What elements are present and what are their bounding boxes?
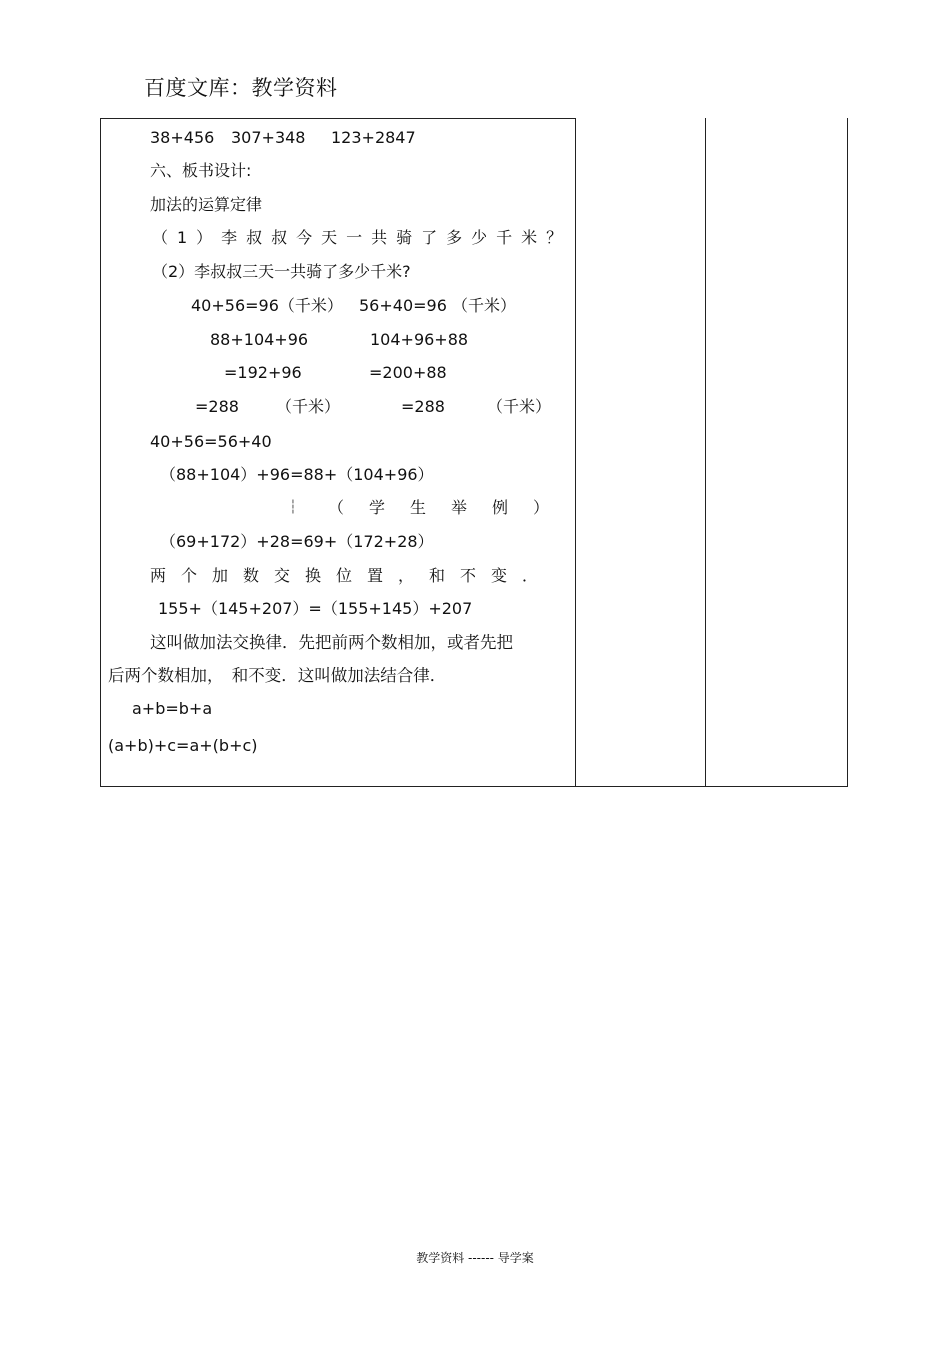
calc-line-3a: =192+96 [224,363,302,382]
question-2: （2）李叔叔三天一共骑了多少千米? [152,262,411,281]
calc-line-2a: 88+104+96 [210,330,309,349]
associative-example-3: 155+（145+207）=（155+145）+207 [158,599,473,618]
calc-line-4a-unit: （千米） [276,397,341,416]
rule-sentence: 两个加数交换位置，和不变． [150,566,554,585]
topic-title: 加法的运算定律 [150,195,263,214]
table-left-border [100,118,101,787]
students-examples: （学生举例） [328,498,575,517]
table-divider-1 [575,118,576,787]
calc-line-2b: 104+96+88 [370,330,469,349]
exercise-1: 38+456 [150,128,215,147]
explanation-line-1: 这叫做加法交换律．先把前两个数相加，或者先把 [150,633,513,652]
question-1: （1）李叔叔今天一共骑了多少千米？ [152,228,572,247]
board-design-heading: 六、板书设计: [150,161,252,180]
dotted-marker: ┆ [289,500,297,515]
formula-commutative: a+b=b+a [132,699,213,718]
exercise-3: 123+2847 [331,128,416,147]
exercise-2: 307+348 [231,128,306,147]
commutative-example: 40+56=56+40 [150,432,272,451]
explanation-line-2: 后两个数相加， 和不变．这叫做加法结合律． [108,666,447,685]
table-bottom-border [100,786,848,787]
calc-line-4b-unit: （千米） [487,397,552,416]
associative-example-2: （69+172）+28=69+（172+28） [160,532,434,551]
calc-line-4b: =288 [401,397,445,416]
calc-line-1a: 40+56=96（千米） [191,296,343,315]
formula-associative: (a+b)+c=a+(b+c) [108,736,258,755]
page-footer: 教学资料 ------ 导学案 [416,1251,534,1265]
table-right-border [847,118,848,787]
page-header-title: 百度文库：教学资料 [144,76,338,100]
table-divider-2 [705,118,706,787]
table-top-border [100,118,576,119]
calc-line-3b: =200+88 [369,363,447,382]
calc-line-1b: 56+40=96 （千米） [359,296,516,315]
associative-example-1: （88+104）+96=88+（104+96） [160,465,434,484]
calc-line-4a: =288 [195,397,239,416]
